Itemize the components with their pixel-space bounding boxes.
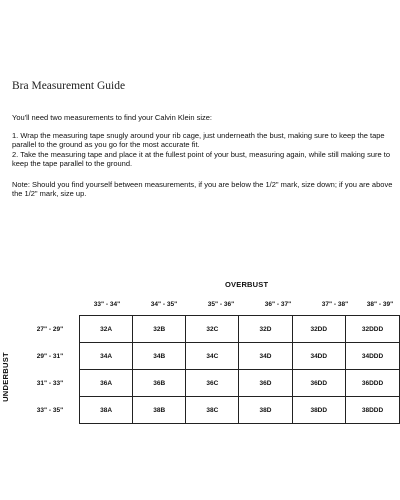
row-header: 31" - 33" [36,380,64,387]
size-cell: 34B [133,343,186,370]
row-header: 29" - 31" [36,353,64,360]
size-cell: 36DD [292,370,346,397]
instruction-steps [12,131,396,169]
size-chart-table [79,315,400,424]
size-cell: 36A [80,370,133,397]
size-cell: 34D [239,343,292,370]
table-row [80,397,400,424]
table-row [80,316,400,343]
size-cell: 34DD [292,343,346,370]
size-cell: 38DDD [346,397,400,424]
note-text: Note: Should you find yourself between measurements, if you are below the 1/2" mark, size down; if you are above the 1/2" mark, size up. [12,180,393,199]
size-cell: 32B [133,316,186,343]
size-cell: 32A [80,316,133,343]
table-row [80,343,400,370]
size-cell: 34C [186,343,239,370]
step-2-text: 2. Take the measuring tape and place it at the fullest point of your bust, measuring again, while still making sure to keep the tape parallel to the ground. [12,149,390,169]
size-cell: 34A [80,343,133,370]
size-cell: 32D [239,316,292,343]
row-header: 33" - 35" [36,407,64,414]
step-1-text: 1. Wrap the measuring tape snugly around your rib cage, just underneath the bust, making sure to keep the tape parallel to the ground as you go for the most accurate fit. [12,131,385,150]
column-header: 37" - 38" [321,301,349,308]
column-header: 34" - 35" [150,301,178,308]
size-cell: 34DDD [346,343,400,370]
intro-text: You'll need two measurements to find your Calvin Klein size: [12,113,213,122]
column-header: 36" - 37" [264,301,292,308]
size-cell: 38B [133,397,186,424]
size-cell: 36D [239,370,292,397]
size-cell: 32C [186,316,239,343]
size-cell: 38DD [292,397,346,424]
size-cell: 36DDD [346,370,400,397]
column-header: 38" - 39" [366,301,394,308]
underbust-axis-label: UNDERBUST [1,352,10,402]
column-header: 33" - 34" [93,301,121,308]
size-cell: 38A [80,397,133,424]
size-cell: 36B [133,370,186,397]
size-cell: 38C [186,397,239,424]
row-header: 27" - 29" [36,326,64,333]
overbust-axis-label: OVERBUST [225,280,269,289]
size-cell: 32DD [292,316,346,343]
page-title: Bra Measurement Guide [12,80,126,92]
column-header: 35" - 36" [207,301,235,308]
sizing-note [12,180,396,199]
size-cell: 38D [239,397,292,424]
size-cell: 32DDD [346,316,400,343]
size-cell: 36C [186,370,239,397]
table-row [80,370,400,397]
